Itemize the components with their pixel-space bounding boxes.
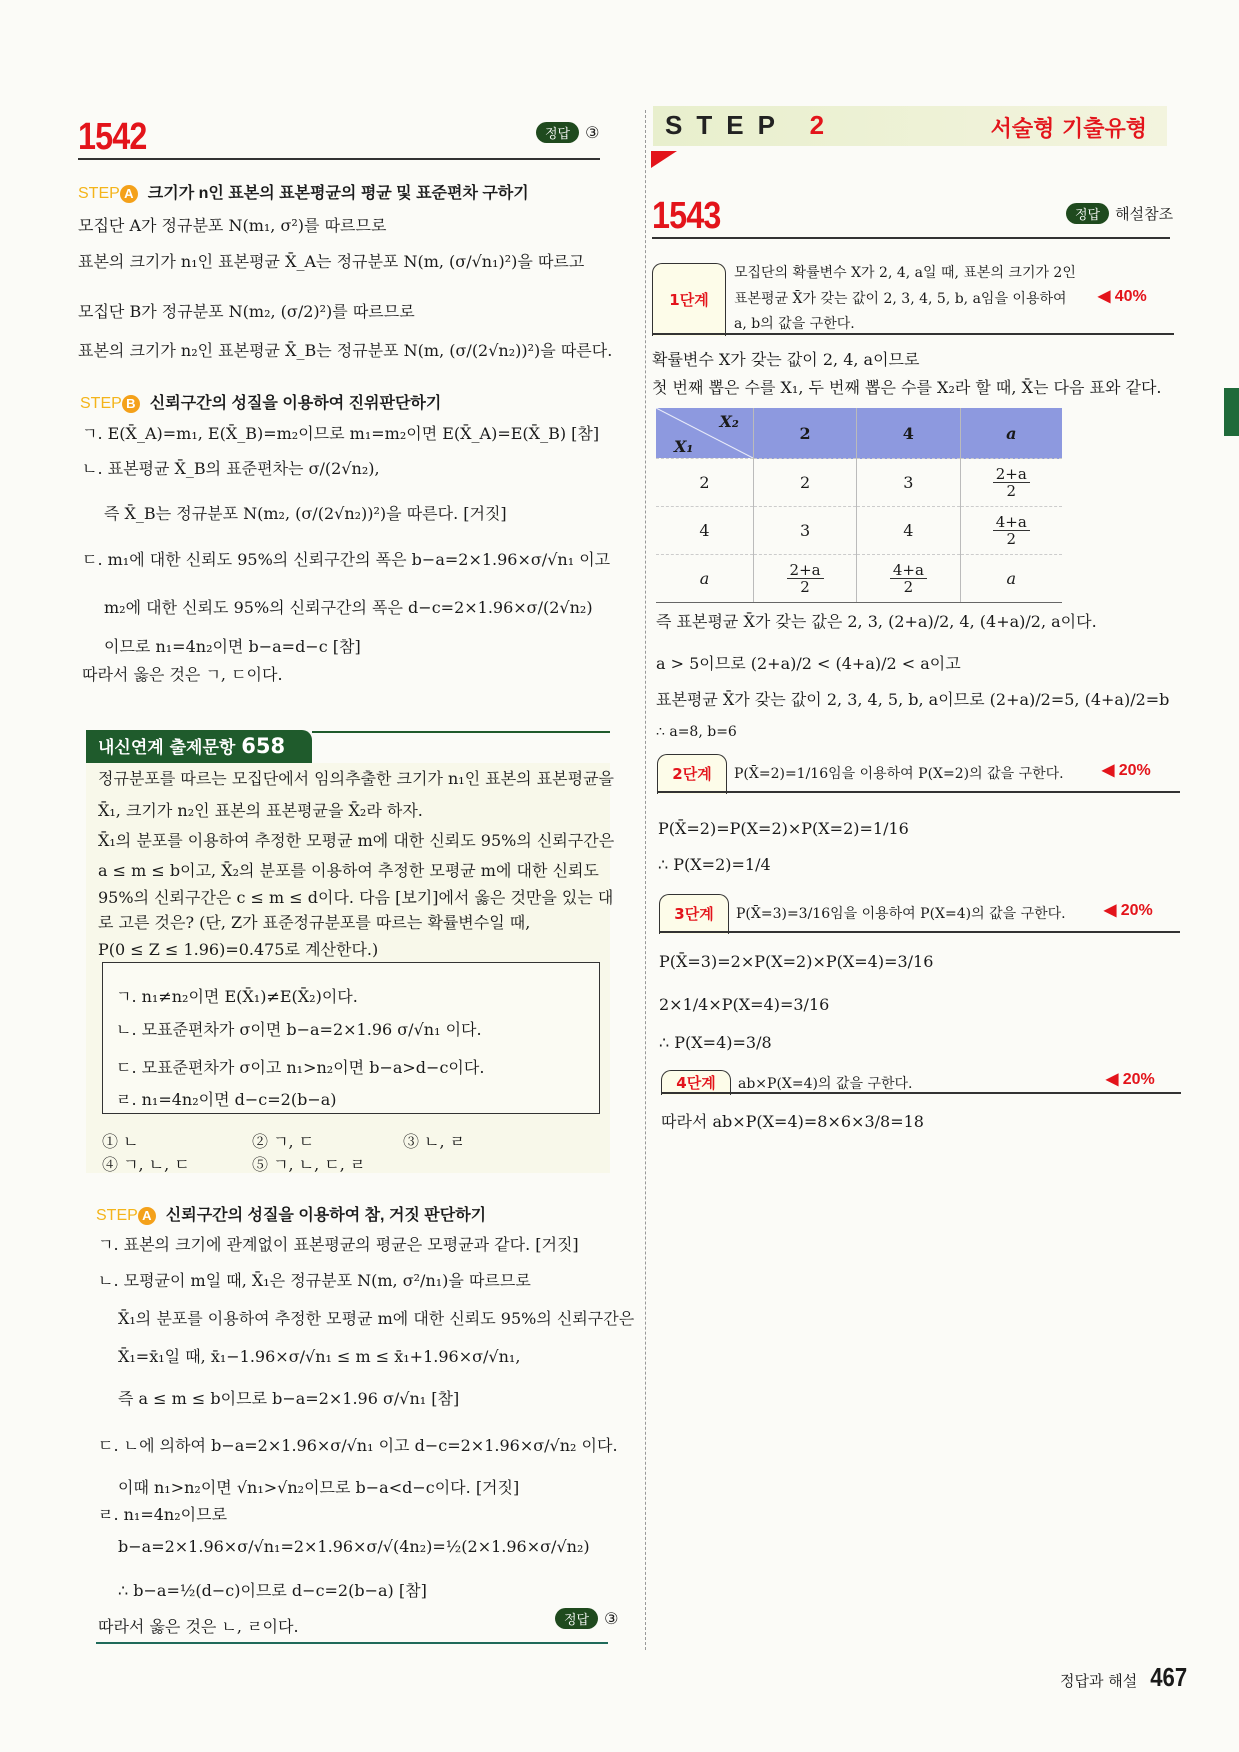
text-line: ∴ P(X=4)=3/8 xyxy=(659,1033,772,1052)
step-a-heading xyxy=(78,180,529,203)
table-header-row xyxy=(656,408,1062,459)
text-line: ㄱ. E(X̄_A)=m₁, E(X̄_B)=m₂이므로 m₁=m₂이면 E(X̄_A)=E(X̄_B) [참] xyxy=(82,424,600,443)
problem-number: 1543 xyxy=(652,195,721,237)
step2-banner xyxy=(653,106,1167,146)
text-line: ㄱ. 표본의 크기에 관계없이 표본평균의 평균은 모평균과 같다. [거짓] xyxy=(98,1235,579,1254)
answer-value: ③ xyxy=(585,123,600,142)
stage-rule xyxy=(659,931,1180,933)
stage-1-desc: a, b의 값을 구한다. xyxy=(734,316,855,332)
stage-4-desc: ab×P(X=4)의 값을 구한다. xyxy=(738,1076,913,1092)
stage-1-desc: 표본평균 X̄가 갖는 값이 2, 3, 4, 5, b, a임을 이용하여 xyxy=(734,291,1067,307)
fraction xyxy=(890,562,927,596)
answer-value: ③ xyxy=(604,1609,619,1628)
divider-rule xyxy=(652,237,1170,239)
numerator: 2+a xyxy=(787,562,824,580)
denominator: 2 xyxy=(1006,530,1017,548)
step-label: STEP xyxy=(96,1207,138,1224)
text-line: 이므로 n₁=4n₂이면 b−a=d−c [참] xyxy=(104,637,361,656)
row-header: a xyxy=(656,555,753,603)
stage-1-percent: ◀ 40% xyxy=(1098,288,1147,305)
text-line: a > 5이므로 (2+a)/2 < (4+a)/2 < a이고 xyxy=(656,654,961,673)
table-row xyxy=(656,459,1062,507)
question-line: a ≤ m ≤ b이고, X̄₂의 분포를 이용하여 추정한 모평균 m에 대한 신뢰도 xyxy=(98,861,599,880)
column-header: 2 xyxy=(753,408,856,459)
column-divider xyxy=(645,110,646,1650)
choice: ③ ㄴ, ㄹ xyxy=(403,1132,466,1151)
text-line: 모집단 A가 정규분포 N(m₁, σ²)를 따르므로 xyxy=(78,216,387,235)
choice: ④ ㄱ, ㄴ, ㄷ xyxy=(102,1155,190,1174)
table-cell xyxy=(960,459,1062,507)
denominator: 2 xyxy=(800,578,810,596)
answer-indicator xyxy=(1066,203,1173,224)
text-line: P(X̄=3)=2×P(X=2)×P(X=4)=3/16 xyxy=(659,952,934,971)
text-line: ㄷ. ㄴ에 의하여 b−a=2×1.96×σ/√n₁ 이고 d−c=2×1.96×σ/√n₂ 이다. xyxy=(98,1436,618,1455)
table-cell xyxy=(857,555,960,603)
choice: ⑤ ㄱ, ㄴ, ㄷ, ㄹ xyxy=(252,1155,366,1174)
step-letter: A xyxy=(120,185,138,203)
text-line: b−a=2×1.96×σ/√n₁=2×1.96×σ/√(4n₂)=½(2×1.96×σ/√n₂) xyxy=(118,1537,590,1556)
fraction xyxy=(993,514,1030,548)
step-label: STEP xyxy=(78,185,120,202)
bogi-item: ㄹ. n₁=4n₂이면 d−c=2(b−a) xyxy=(116,1090,337,1109)
text-line: 이때 n₁>n₂이면 √n₁>√n₂이므로 b−a<d−c이다. [거짓] xyxy=(118,1478,520,1497)
table-row xyxy=(656,507,1062,555)
section-title: 서술형 기출유형 xyxy=(990,117,1147,142)
x2-label: X₂ xyxy=(719,412,739,431)
step-label: STEP xyxy=(80,395,122,412)
question-line: 정규분포를 따르는 모집단에서 임의추출한 크기가 n₁인 표본의 표본평균을 xyxy=(98,769,615,788)
text-line: 표본평균 X̄가 갖는 값이 2, 3, 4, 5, b, a이므로 (2+a)/2=5, (4+a)/2=b xyxy=(656,690,1170,709)
step-number: 2 xyxy=(809,110,839,140)
fraction xyxy=(993,466,1030,500)
divider-rule xyxy=(78,158,600,160)
text-line: 따라서 옳은 것은 ㄴ, ㄹ이다. xyxy=(98,1617,299,1636)
question-line: 95%의 신뢰구간은 c ≤ m ≤ d이다. 다음 [보기]에서 옳은 것만을 있는 대 xyxy=(98,888,614,907)
step-letter: B xyxy=(122,395,140,413)
footer-label: 정답과 해설 xyxy=(1060,1672,1138,1690)
stage-4-percent: ◀ 20% xyxy=(1106,1071,1155,1088)
page-footer xyxy=(1060,1662,1191,1693)
text-line: 표본의 크기가 n₂인 표본평균 X̄_B는 정규분포 N(m, (σ/(2√n₂))²)을 따른다. xyxy=(78,341,613,360)
text-line: P(X̄=2)=P(X=2)×P(X=2)=1/16 xyxy=(658,819,909,838)
stage-3-percent: ◀ 20% xyxy=(1104,902,1153,919)
section-end-rule xyxy=(96,1642,608,1644)
choice: ② ㄱ, ㄷ xyxy=(252,1132,315,1151)
table-cell xyxy=(960,507,1062,555)
numerator: 4+a xyxy=(993,514,1030,532)
answer-indicator xyxy=(536,122,599,143)
text-line: 즉 X̄_B는 정규분포 N(m₂, (σ/(2√n₂))²)을 따른다. [거짓] xyxy=(104,504,507,523)
step-title: 신뢰구간의 성질을 이용하여 진위판단하기 xyxy=(149,395,442,412)
sample-mean-table xyxy=(656,408,1062,603)
bogi-item: ㄱ. n₁≠n₂이면 E(X̄₁)≠E(X̄₂)이다. xyxy=(116,987,358,1006)
step-b-heading xyxy=(80,390,441,413)
answer-badge: 정답 xyxy=(555,1608,598,1629)
numerator: 2+a xyxy=(993,466,1030,484)
bogi-item: ㄷ. 모표준편차가 σ이고 n₁>n₂이면 b−a>d−c이다. xyxy=(116,1058,485,1077)
x1-label: X₁ xyxy=(674,437,694,456)
banner-label: 내신연계 출제문항 xyxy=(98,738,236,758)
row-header: 2 xyxy=(656,459,753,507)
choice: ① ㄴ xyxy=(102,1132,139,1151)
step-title: 크기가 n인 표본의 표본평균의 평균 및 표준편차 구하기 xyxy=(147,185,529,202)
stage-2-label: 2단계 xyxy=(657,754,727,794)
text-line: 확률변수 X가 갖는 값이 2, 4, a이므로 xyxy=(652,350,920,369)
table-cell: 3 xyxy=(857,459,960,507)
question-line: 로 고른 것은? (단, Z가 표준정규분포를 따르는 확률변수일 때, xyxy=(98,913,531,932)
answer-badge: 정답 xyxy=(1066,203,1109,224)
corner-cell xyxy=(656,408,753,459)
stage-4-label: 4단계 xyxy=(661,1070,731,1095)
stage-2-percent: ◀ 20% xyxy=(1102,762,1151,779)
text-line: 모집단 B가 정규분포 N(m₂, (σ/2)²)를 따르므로 xyxy=(78,302,415,321)
text-line: ㄴ. 모평균이 m일 때, X̄₁은 정규분포 N(m, σ²/n₁)을 따르므로 xyxy=(98,1271,531,1290)
text-line: ∴ b−a=½(d−c)이므로 d−c=2(b−a) [참] xyxy=(118,1581,427,1600)
row-header: 4 xyxy=(656,507,753,555)
text-line: X̄₁=x̄₁일 때, x̄₁−1.96×σ/√n₁ ≤ m ≤ x̄₁+1.96×σ/√n₁, xyxy=(118,1347,521,1366)
column-header: a xyxy=(960,408,1062,459)
table-cell: a xyxy=(960,555,1062,603)
table-cell xyxy=(753,555,856,603)
table-cell: 4 xyxy=(857,507,960,555)
text-line: 따라서 옳은 것은 ㄱ, ㄷ이다. xyxy=(82,665,283,684)
stage-3-label: 3단계 xyxy=(659,894,729,934)
stage-1-label: 1단계 xyxy=(652,263,726,336)
text-line: ㄷ. m₁에 대한 신뢰도 95%의 신뢰구간의 폭은 b−a=2×1.96×σ/√n₁ 이고 xyxy=(82,550,611,569)
text-line: ∴ a=8, b=6 xyxy=(656,724,737,740)
page-number: 467 xyxy=(1150,1662,1188,1692)
problem-number: 1542 xyxy=(78,116,147,158)
question-line: X̄₁, 크기가 n₂인 표본의 표본평균을 X̄₂라 하자. xyxy=(98,801,423,820)
fraction xyxy=(787,562,824,596)
step-title: 신뢰구간의 성질을 이용하여 참, 거짓 판단하기 xyxy=(165,1207,487,1224)
numerator: 4+a xyxy=(890,562,927,580)
text-line: 2×1/4×P(X=4)=3/16 xyxy=(659,995,830,1014)
table-row xyxy=(656,555,1062,603)
text-line: 따라서 ab×P(X=4)=8×6×3/8=18 xyxy=(661,1112,924,1131)
linked-question-banner xyxy=(86,730,312,763)
stage-rule xyxy=(652,333,1174,335)
stage-rule xyxy=(657,791,1180,793)
table-cell: 2 xyxy=(753,459,856,507)
red-corner-triangle xyxy=(651,151,677,168)
text-line: 표본의 크기가 n₁인 표본평균 X̄_A는 정규분포 N(m, (σ/√n₁)²)을 따르고 xyxy=(78,252,585,271)
denominator: 2 xyxy=(1006,482,1017,500)
text-line: ㄴ. 표본평균 X̄_B의 표준편차는 σ/(2√n₂), xyxy=(82,459,380,478)
answer-badge: 정답 xyxy=(536,122,579,143)
text-line: 즉 a ≤ m ≤ b이므로 b−a=2×1.96 σ/√n₁ [참] xyxy=(118,1389,460,1408)
step-word: STEP xyxy=(665,110,789,140)
step-letter: A xyxy=(138,1207,156,1225)
column-header: 4 xyxy=(857,408,960,459)
stage-1-desc: 모집단의 확률변수 X가 2, 4, a일 때, 표본의 크기가 2인 xyxy=(734,265,1076,281)
text-line: 즉 표본평균 X̄가 갖는 값은 2, 3, (2+a)/2, 4, (4+a)/2, a이다. xyxy=(656,612,1097,631)
stage-2-desc: P(X̄=2)=1/16임을 이용하여 P(X=2)의 값을 구한다. xyxy=(734,766,1064,782)
text-line: m₂에 대한 신뢰도 95%의 신뢰구간의 폭은 d−c=2×1.96×σ/(2√n₂) xyxy=(104,598,593,617)
bogi-item: ㄴ. 모표준편차가 σ이면 b−a=2×1.96 σ/√n₁ 이다. xyxy=(116,1020,482,1039)
question-line: X̄₁의 분포를 이용하여 추정한 모평균 m에 대한 신뢰도 95%의 신뢰구간은 xyxy=(98,831,615,850)
final-answer xyxy=(555,1608,618,1629)
text-line: ㄹ. n₁=4n₂이므로 xyxy=(98,1505,228,1524)
banner-number: 658 xyxy=(241,734,286,758)
table-cell: 3 xyxy=(753,507,856,555)
stage-3-desc: P(X̄=3)=3/16임을 이용하여 P(X=4)의 값을 구한다. xyxy=(736,906,1066,922)
step2-label xyxy=(665,110,838,141)
text-line: X̄₁의 분포를 이용하여 추정한 모평균 m에 대한 신뢰도 95%의 신뢰구간은 xyxy=(118,1309,635,1328)
step-a2-heading xyxy=(96,1202,486,1225)
answer-value: 해설참조 xyxy=(1115,205,1174,223)
text-line: ∴ P(X=2)=1/4 xyxy=(658,855,771,874)
chapter-tab xyxy=(1224,388,1239,436)
text-line: 첫 번째 뽑은 수를 X₁, 두 번째 뽑은 수를 X₂라 할 때, X̄는 다음 표와 같다. xyxy=(652,378,1162,397)
question-line: P(0 ≤ Z ≤ 1.96)=0.475로 계산한다.) xyxy=(98,940,379,959)
denominator: 2 xyxy=(903,578,914,596)
banner-rule xyxy=(312,731,610,733)
